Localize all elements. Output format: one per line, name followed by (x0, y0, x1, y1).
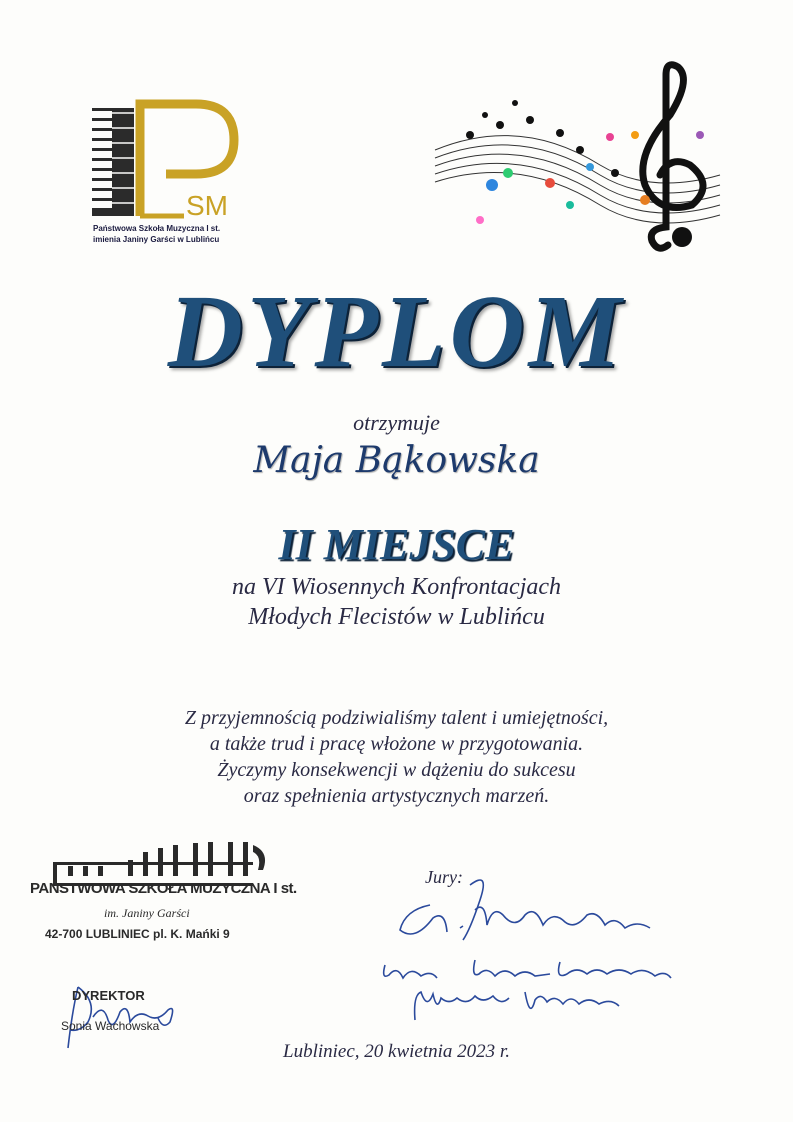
place-and-date: Lubliniec, 20 kwietnia 2023 r. (283, 1041, 510, 1062)
event-line1: na VI Wiosennych Konfrontacjach (231, 574, 562, 600)
logo-caption-line1: Państwowa Szkoła Muzyczna I st. (93, 224, 221, 233)
logo-letters: SM (186, 190, 228, 221)
music-staff-illustration (430, 55, 730, 255)
message-line2: a także trud i pracę włożone w przygotowania. (209, 733, 584, 755)
stamp-line1: PAŃSTWOWA SZKOŁA MUZYCZNA I st. (30, 880, 297, 897)
director-name: Sonia Wachowska (61, 1019, 160, 1033)
event-line2: Młodych Flecistów w Lublińcu (248, 604, 545, 630)
clef-dot-icon (672, 227, 692, 247)
message-line3: Życzymy konsekwencji w dążeniu do sukcesu (217, 759, 576, 781)
piano-keys-icon (92, 108, 134, 216)
diploma-title: DYPLOM (167, 274, 626, 389)
music-notes-icon (466, 100, 619, 177)
jury-signatures (375, 870, 685, 1040)
logo-caption-line2: imienia Janiny Garści w Lublińcu (93, 235, 220, 244)
place-award: II MIEJSCE (278, 520, 515, 569)
jury-label: Jury: (425, 867, 463, 887)
recipient-name: Maja Bąkowska (253, 440, 540, 481)
stamp-line2: im. Janiny Garści (104, 906, 190, 920)
stamp-line3: 42-700 LUBLINIEC pl. K. Mańki 9 (45, 927, 230, 941)
receives-label: otrzymuje (353, 410, 440, 435)
director-title: DYREKTOR (72, 988, 145, 1003)
message-line4: oraz spełnienia artystycznych marzeń. (243, 785, 550, 807)
message-line1: Z przyjemnością podziwialiśmy talent i umiejętności, (184, 707, 609, 729)
